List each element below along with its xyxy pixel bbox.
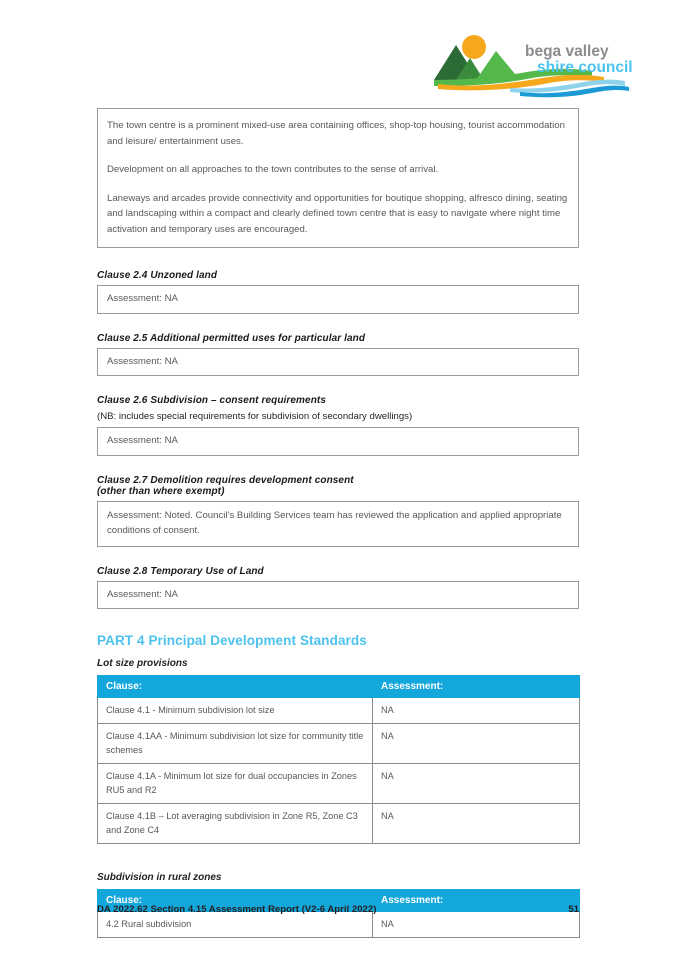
clause-heading-2-7 — [97, 475, 579, 497]
clause-heading-2-5: Clause 2.5 Additional permitted uses for particular land — [97, 332, 366, 344]
table-row — [98, 764, 580, 804]
cell-clause: Clause 4.1AA - Minimum subdivision lot size for community title schemes — [98, 724, 373, 764]
sun-icon — [462, 35, 486, 59]
column-header-clause: Clause: — [98, 676, 373, 698]
clause-block-2-7 — [97, 475, 579, 547]
cell-clause: Clause 4.1 - Minimum subdivision lot size — [98, 698, 373, 724]
cell-assessment: NA — [373, 724, 580, 764]
clause-heading-2-6: Clause 2.6 Subdivision – consent requirements — [97, 395, 327, 406]
clause-heading-2-4: Clause 2.4 Unzoned land — [97, 270, 218, 281]
clause-heading-2-7-line1: Clause 2.7 Demolition requires development consent — [97, 474, 354, 486]
logo-text-line1: bega valley — [525, 43, 609, 60]
town-centre-description-box — [97, 108, 579, 248]
intro-paragraph-2: Development on all approaches to the town contributes to the sense of arrival. — [107, 164, 439, 175]
clause-subnote-2-6: (NB: includes special requirements for subdivision of secondary dwellings) — [97, 411, 413, 422]
cell-assessment: NA — [373, 764, 580, 804]
logo-text-line2: shire council — [537, 59, 633, 76]
clause-heading-2-8: Clause 2.8 Temporary Use of Land — [97, 565, 264, 577]
part-4-heading: PART 4 Principal Development Standards — [97, 633, 367, 648]
clause-assessment-2-4: Assessment: NA — [97, 285, 579, 314]
bega-valley-shire-council-logo — [432, 28, 637, 98]
clause-assessment-2-7: Assessment: Noted. Council’s Building Services team has reviewed the application and applied appropriate conditions of consent. — [97, 501, 579, 547]
intro-paragraph-1: The town centre is a prominent mixed-use area containing offices, shop-top housing, tourist accommodation and leisure/ entertainment uses. — [107, 120, 565, 147]
clause-assessment-2-8: Assessment: NA — [97, 581, 579, 610]
table-header-row — [98, 676, 580, 698]
clause-assessment-2-5: Assessment: NA — [97, 348, 579, 377]
document-content — [97, 108, 579, 966]
clause-heading-2-7-line2: (other than where exempt) — [97, 485, 225, 497]
clause-block-2-4 — [97, 270, 579, 314]
table-row — [98, 698, 580, 724]
cell-clause: 4.2 Rural subdivision — [98, 912, 373, 938]
cell-assessment: NA — [373, 912, 580, 938]
clause-assessment-2-6: Assessment: NA — [97, 427, 579, 456]
column-header-clause: Clause: — [98, 890, 373, 912]
lot-size-provisions-caption: Lot size provisions — [97, 658, 188, 669]
council-logo-header — [432, 28, 637, 98]
cell-clause: Clause 4.1B – Lot averaging subdivision in Zone R5, Zone C3 and Zone C4 — [98, 804, 373, 844]
page-footer — [97, 904, 579, 915]
intro-paragraph-3: Laneways and arcades provide connectivity and opportunities for boutique shopping, alfresco dining, seating and landscaping within a compact and clearly defined town centre that is easy to navigate where night time activation and temporary uses are encouraged. — [107, 192, 568, 235]
cell-clause: Clause 4.1A - Minimum lot size for dual occupancies in Zones RU5 and R2 — [98, 764, 373, 804]
column-header-assessment: Assessment: — [373, 676, 580, 698]
footer-page-number: 51 — [568, 904, 579, 915]
footer-document-reference: DA 2022.62 Section 4.15 Assessment Report (V2-6 April 2022) — [97, 904, 377, 915]
clause-block-2-6 — [97, 395, 579, 456]
clause-block-2-8 — [97, 566, 579, 610]
subdivision-rural-zones-caption: Subdivision in rural zones — [97, 872, 222, 883]
table-row — [98, 724, 580, 764]
column-header-assessment: Assessment: — [373, 890, 580, 912]
lot-size-provisions-table — [97, 675, 580, 844]
table-row — [98, 912, 580, 938]
cell-assessment: NA — [373, 804, 580, 844]
cell-assessment: NA — [373, 698, 580, 724]
lot-size-provisions-section — [97, 658, 579, 844]
clause-block-2-5 — [97, 333, 579, 377]
table-row — [98, 804, 580, 844]
